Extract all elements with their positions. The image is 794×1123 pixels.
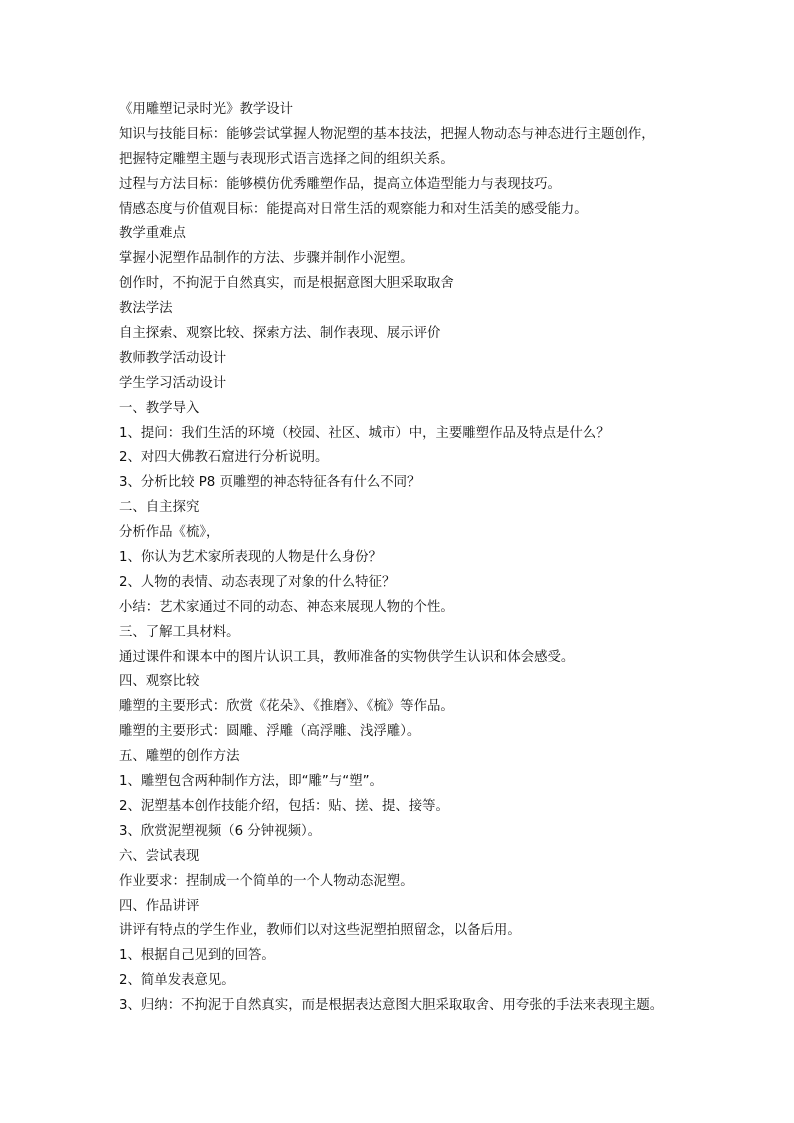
section-heading: 教法学法 (119, 301, 173, 317)
document-body (119, 98, 689, 1019)
text-line: 通过课件和课本中的图片认识工具，教师准备的实物供学生认识和体会感受。 (119, 649, 575, 665)
text-line: 雕塑的主要形式：圆雕、浮雕（高浮雕、浅浮雕）。 (119, 724, 421, 740)
list-item: 1、提问：我们生活的环境（校园、社区、城市）中，主要雕塑作品及特点是什么？ (119, 425, 610, 441)
text-line: 自主探索、观察比较、探索方法、制作表现、展示评价 (119, 326, 441, 342)
text-line: 雕塑的主要形式：欣赏《花朵》、《推磨》、《梳》等作品。 (119, 699, 454, 715)
list-item: 1、根据自己见到的回答。 (119, 948, 275, 964)
section-heading: 一、教学导入 (119, 400, 200, 416)
text-line: 掌握小泥塑作品制作的方法、步骤并制作小泥塑。 (119, 251, 414, 267)
section-heading: 六、尝试表现 (119, 848, 200, 864)
text-line: 分析作品《梳》， (119, 525, 220, 541)
section-heading: 四、作品讲评 (119, 898, 200, 914)
section-heading: 二、自主探究 (119, 500, 200, 516)
text-line: 情感态度与价值观目标：能提高对日常生活的观察能力和对生活美的感受能力。 (119, 201, 588, 217)
list-item: 3、欣赏泥塑视频（6 分钟视频）。 (119, 823, 322, 839)
text-line: 过程与方法目标：能够模仿优秀雕塑作品，提高立体造型能力与表现技巧。 (119, 176, 561, 192)
list-item: 2、泥塑基本创作技能介绍，包括：贴、搓、提、接等。 (119, 798, 449, 814)
section-heading: 学生学习活动设计 (119, 375, 227, 391)
list-item: 2、简单发表意见。 (119, 973, 235, 989)
section-heading: 教学重难点 (119, 226, 186, 242)
list-item: 3、分析比较 P8 页雕塑的神态特征各有什么不同？ (119, 475, 421, 491)
list-item: 2、对四大佛教石窟进行分析说明。 (119, 450, 329, 466)
section-heading: 教师教学活动设计 (119, 350, 227, 366)
text-line: 小结：艺术家通过不同的动态、神态来展现人物的个性。 (119, 599, 454, 615)
section-heading: 五、雕塑的创作方法 (119, 749, 240, 765)
text-line: 讲评有特点的学生作业，教师们以对这些泥塑拍照留念，以备后用。 (119, 923, 521, 939)
list-item: 2、人物的表情、动态表现了对象的什么特征？ (119, 574, 396, 590)
section-heading: 四、观察比较 (119, 674, 200, 690)
section-heading: 三、了解工具材料。 (119, 624, 240, 640)
text-line: 把握特定雕塑主题与表现形式语言选择之间的组织关系。 (119, 151, 454, 167)
text-line: 作业要求：捏制成一个简单的一个人物动态泥塑。 (119, 873, 414, 889)
list-item: 1、雕塑包含两种制作方法，即“雕”与“塑”。 (119, 774, 383, 790)
list-item: 3、归纳：不拘泥于自然真实，而是根据表达意图大胆采取取舍、用夸张的手法来表现主题。 (119, 998, 664, 1014)
text-line: 创作时，不拘泥于自然真实，而是根据意图大胆采取取舍 (119, 276, 454, 292)
text-line: 知识与技能目标：能够尝试掌握人物泥塑的基本技法，把握人物动态与神态进行主题创作， (119, 126, 655, 142)
list-item: 1、你认为艺术家所表现的人物是什么身份？ (119, 550, 382, 566)
document-title: 《用雕塑记录时光》教学设计 (119, 102, 294, 117)
